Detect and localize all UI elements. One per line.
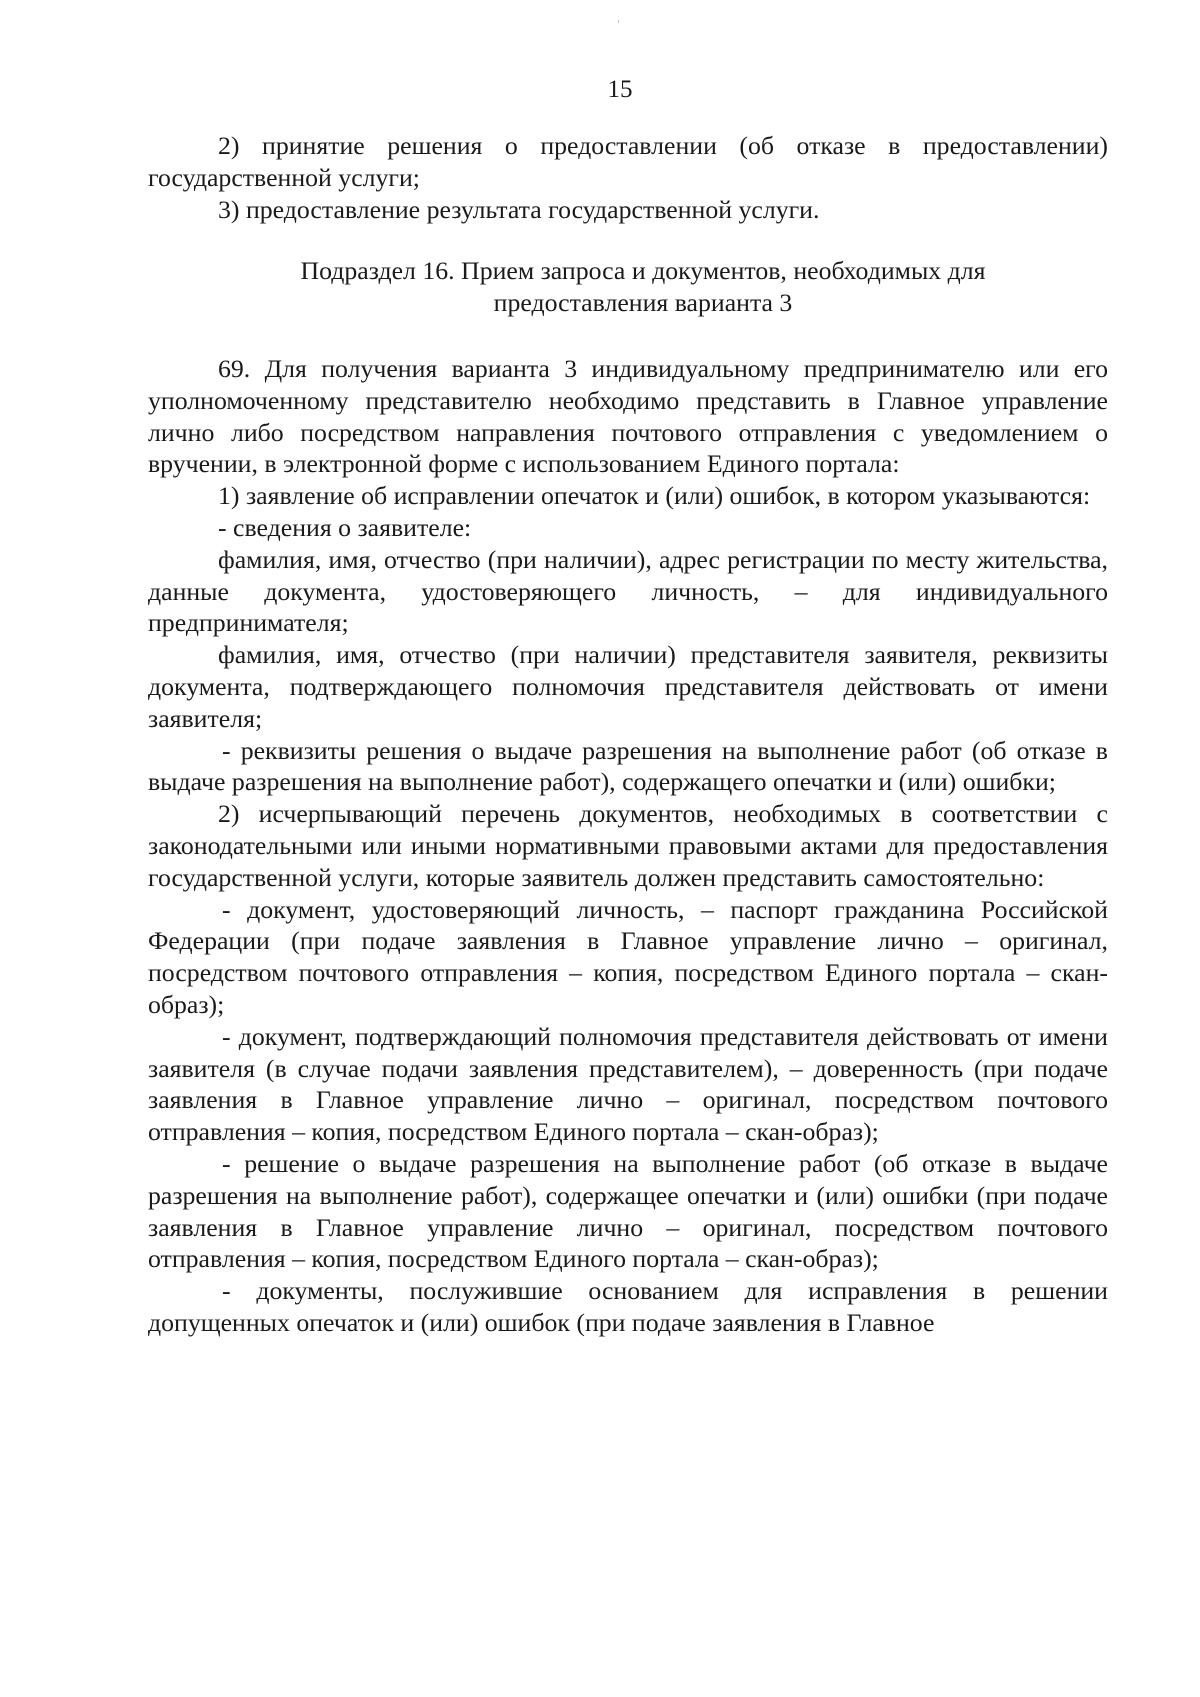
subsection-heading: [148, 255, 1108, 319]
paragraph-fio-representative: фамилия, имя, отчество (при наличии) представителя заявителя, реквизиты документа, подтверждающего полномочия представителя действовать от имени заявителя;: [148, 640, 1108, 733]
paragraph-document-list: 2) исчерпывающий перечень документов, необходимых в соответствии с законодательными или иными нормативными правовыми актами для предоставления государственной услуги, которые заявитель должен представить самостоятельно:: [148, 799, 1108, 892]
subsection-heading-line1: Подраздел 16. Прием запроса и документов, необходимых для: [300, 256, 986, 286]
page-number: 15: [607, 76, 633, 103]
paragraph-69: 69. Для получения варианта 3 индивидуальному предпринимателю или его уполномоченному представителю необходимо представить в Главное управление лично либо посредством направления почтового отправления с уведомлением о вручении, в электронной форме с использованием Единого портала:: [148, 353, 1108, 479]
paragraph-doc-authority: - документ, подтверждающий полномочия представителя действовать от имени заявителя (в случае подачи заявления представителем), – доверенность (при подаче заявления в Главное управление лично – оригинал, посредством почтового отправления – копия, посредством Единого портала – скан-образ);: [148, 1021, 1108, 1147]
paragraph-doc-basis: - документы, послужившие основанием для исправления в решении допущенных опечаток и (или) ошибок (при подаче заявления в Главное: [148, 1276, 1108, 1337]
scan-mark: [618, 20, 619, 23]
subsection-heading-line2: предоставления варианта 3: [493, 288, 793, 318]
paragraph-decision-details: - реквизиты решения о выдаче разрешения на выполнение работ (об отказе в выдаче разрешения на выполнение работ), содержащего опечатки и (или) ошибки;: [148, 735, 1108, 797]
paragraph-fio-applicant: фамилия, имя, отчество (при наличии), адрес регистрации по месту жительства, данные документа, удостоверяющего личность, – для индивидуального предпринимателя;: [148, 544, 1108, 638]
paragraph-doc-decision: - решение о выдаче разрешения на выполнение работ (об отказе в выдаче разрешения на выполнение работ), содержащее опечатки и (или) ошибки (при подаче заявления в Главное управление лично – оригинал, посредством почтового отправления – копия, посредством Единого портала – скан-образ);: [148, 1148, 1108, 1274]
document-body: [148, 130, 1108, 1339]
paragraph-doc-identity: - документ, удостоверяющий личность, – паспорт гражданина Российской Федерации (при подаче заявления в Главное управление лично – оригинал, посредством почтового отправления – копия, посредством Единого портала – скан-образ);: [148, 894, 1108, 1019]
paragraph-applicant-info: - сведения о заявителе:: [218, 512, 472, 542]
list-item-3: 3) предоставление результата государственной услуги.: [218, 194, 820, 224]
paragraph-application: 1) заявление об исправлении опечаток и (или) ошибок, в котором указываются:: [218, 481, 1091, 511]
list-item-2: 2) принятие решения о предоставлении (об отказе в предоставлении) государственной услуги;: [148, 131, 1108, 192]
